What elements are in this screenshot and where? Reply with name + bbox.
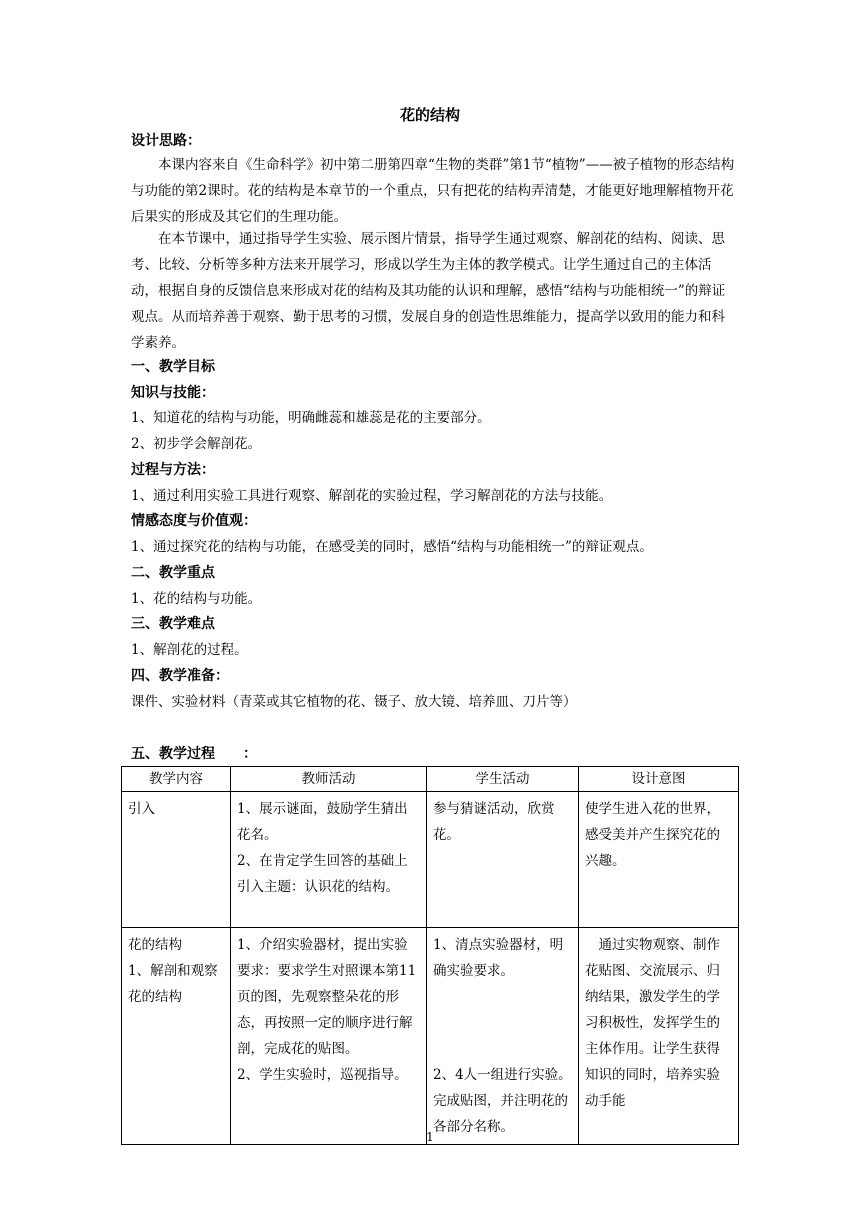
table-header-row [122, 767, 739, 792]
section-5-heading: 五、教学过程 ： [131, 746, 257, 762]
table-row [122, 928, 739, 1145]
header-content: 教学内容 [122, 767, 231, 792]
emotion-item-1: 1、通过探究花的结构与功能，在感受美的同时，感悟“结构与功能相统一”的辩证观点。 [131, 539, 653, 555]
cell-teacher: 1、介绍实验器材，提出实验要求：要求学生对照课本第11页的图，先观察整朵花的形态，再按照一定的顺序进行解剖，完成花的贴图。 2、学生实验时，巡视指导。 [231, 928, 427, 1145]
cell-teacher: 1、展示谜面，鼓励学生猜出花名。 2、在肯定学生回答的基础上引入主题：认识花的结构。 [231, 792, 427, 928]
section-2-item: 1、花的结构与功能。 [131, 591, 262, 607]
cell-student: 1、清点实验器材，明确实验要求。 2、4人一组进行实验。完成贴图，并注明花的各部分名称。 [427, 928, 579, 1145]
page-title: 花的结构 [399, 106, 460, 124]
cell-content: 引入 [122, 792, 231, 928]
page-number: 1 [426, 1130, 434, 1144]
design-paragraph-2: 在本节课中，通过指导学生实验、展示图片情景，指导学生通过观察、解剖花的结构、阅读、思考、比较、分析等多种方法来开展学习，形成以学生为主体的教学模式。让学生通过自己的主体活动，根据自身的反馈信息来形成对花的结构及其功能的认识和理解，感悟“结构与功能相统一”的辩证观点。从而培养善于观察、勤于思考的习惯，发展自身的创造性思维能力，提高学以致用的能力和科学素养。 [131, 231, 726, 351]
header-student: 学生活动 [427, 767, 579, 792]
header-intent: 设计意图 [579, 767, 739, 792]
section-4-item: 课件、实验材料（青菜或其它植物的花、镊子、放大镜、培养皿、刀片等） [131, 694, 577, 710]
design-heading: 设计思路： [131, 133, 201, 149]
knowledge-heading: 知识与技能： [131, 385, 215, 401]
cell-intent: 通过实物观察、制作花贴图、交流展示、归纳结果，激发学生的学习积极性，发挥学生的主体作用。让学生获得知识的同时，培养实验动手能 [579, 928, 739, 1145]
design-paragraph-1: 本课内容来自《生命科学》初中第二册第四章“生物的类群”第1节“植物”——被子植物的形态结构与功能的第2课时。花的结构是本章节的一个重点，只有把花的结构弄清楚，才能更好地理解植物开花后果实的形成及其它们的生理功能。 [131, 157, 735, 225]
knowledge-item-2: 2、初步学会解剖花。 [131, 436, 262, 452]
header-teacher: 教师活动 [231, 767, 427, 792]
cell-content: 花的结构 1、解剖和观察花的结构 [122, 928, 231, 1145]
cell-intent: 使学生进入花的世界，感受美并产生探究花的兴趣。 [579, 792, 739, 928]
cell-student: 参与猜谜活动，欣赏花。 [427, 792, 579, 928]
section-2-heading: 二、教学重点 [131, 565, 215, 581]
teaching-process-table [121, 766, 739, 1145]
emotion-heading: 情感态度与价值观： [131, 513, 257, 529]
process-heading: 过程与方法： [131, 462, 215, 478]
section-3-heading: 三、教学难点 [131, 616, 215, 632]
table-row [122, 792, 739, 928]
section-1-heading: 一、教学目标 [131, 359, 215, 375]
knowledge-item-1: 1、知道花的结构与功能，明确雌蕊和雄蕊是花的主要部分。 [131, 410, 491, 426]
section-3-item: 1、解剖花的过程。 [131, 642, 248, 658]
process-item-1: 1、通过利用实验工具进行观察、解剖花的实验过程，学习解剖花的方法与技能。 [131, 488, 613, 504]
section-4-heading: 四、教学准备： [131, 668, 229, 684]
